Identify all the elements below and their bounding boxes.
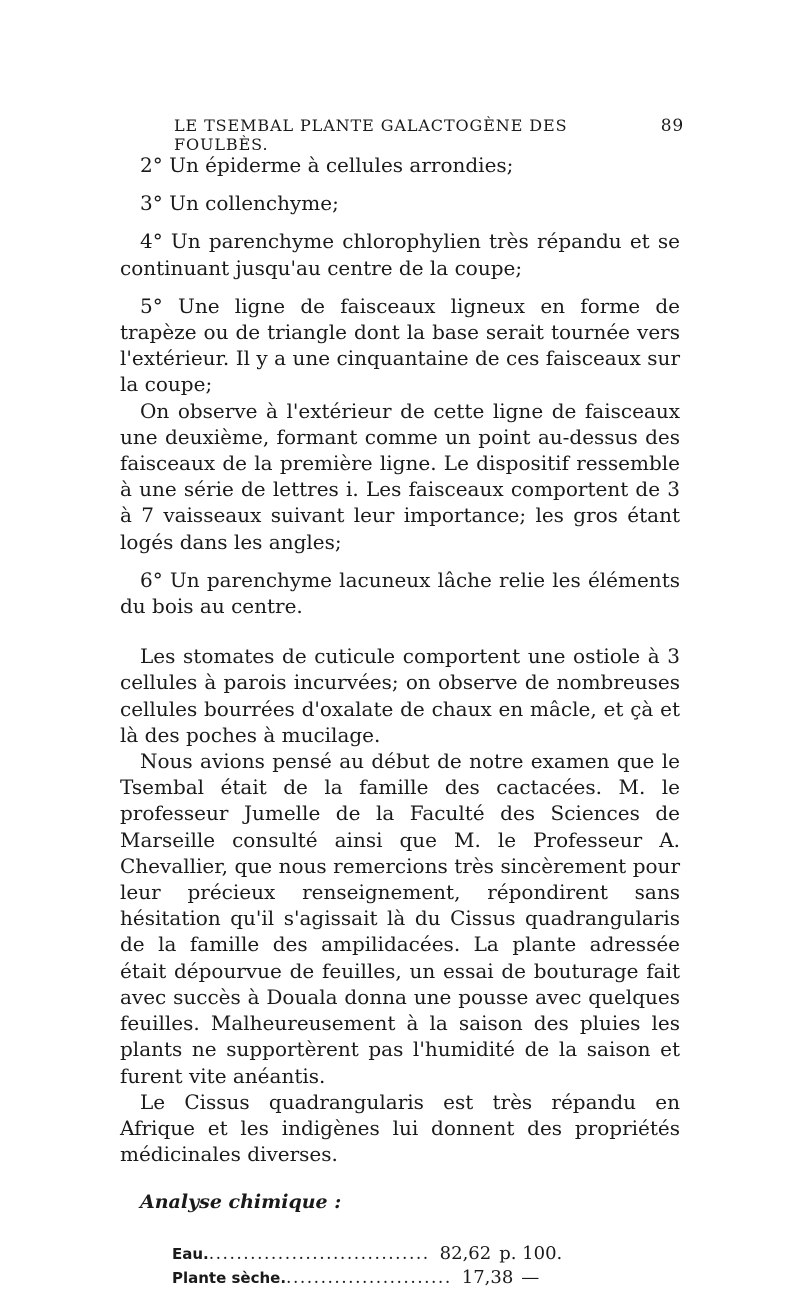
paragraph-4-parenchyme: 4° Un parenchyme chlorophylien très répandu et se continuant jusqu'au centre de la coupe; xyxy=(120,229,680,280)
analysis-value: 82,62 xyxy=(439,1242,492,1264)
analysis-label: Plante sèche. xyxy=(172,1268,287,1287)
paragraph-5-faisceaux: 5° Une ligne de faisceaux ligneux en forme de trapèze ou de triangle dont la base serait tournée vers l'extérieur. Il y a une cinquantaine de ces faisceaux sur la coupe; xyxy=(120,293,680,397)
running-title: LE TSEMBAL PLANTE GALACTOGÈNE DES FOULBÈS. xyxy=(174,116,568,154)
paragraph-3-collenchyme: 3° Un collenchyme; xyxy=(140,191,339,216)
paragraph-stomates: Les stomates de cuticule comportent une ostiole à 3 cellules à parois incurvées; on observe de nombreuses cellules bourrées d'oxalate de chaux en mâcle, et çà et là des poches à mucilage. xyxy=(120,644,680,747)
analysis-title: Analyse chimique : xyxy=(140,1191,342,1214)
page-number: 89 xyxy=(660,116,684,136)
analysis-row-eau xyxy=(120,1242,680,1266)
analysis-value: 17,38 xyxy=(461,1266,514,1288)
paragraph-cissus: Le Cissus quadrangularis est très répandu en Afrique et les indigènes lui donnent des propriétés médicinales diverses. xyxy=(120,1089,680,1167)
analysis-label: Eau. xyxy=(172,1244,209,1263)
paragraph-tsembal-identification: Nous avions pensé au début de notre examen que le Tsembal était de la famille des cactacées. M. le professeur Jumelle de la Faculté des Sciences de Marseille consulté ainsi que M. le Professeur A. Chevallier, que nous remercions très sincèrement pour leur précieux renseignement, répondirent sans hésitation qu'il s'agissait là du Cissus quadrangularis de la famille des ampilidacées. La plante adressée était dépourvue de feuilles, un essai de bouturage fait avec succès à Douala donna une pousse avec quelques feuilles. Malheureusement à la saison des pluies les plants ne supportèrent pas l'humidité de la saison et furent vite anéantis. xyxy=(120,749,680,1088)
analysis-row-plante-seche xyxy=(120,1266,680,1290)
paragraph-6-parenchyme-lacuneux: 6° Un parenchyme lacuneux lâche relie les éléments du bois au centre. xyxy=(120,567,680,619)
leader-dots: ........................ xyxy=(286,1267,452,1288)
leader-dots: ................................ xyxy=(208,1243,430,1264)
analysis-table xyxy=(120,1242,680,1290)
analysis-unit: — xyxy=(521,1266,540,1288)
paragraph-observation: On observe à l'extérieur de cette ligne de faisceaux une deuxième, formant comme un point au-dessus des faisceaux de la première ligne. Le dispositif ressemble à une série de lettres i. Les faisceaux comportent de 3 à 7 vaisseaux suivant leur importance; les gros étant logés dans les angles; xyxy=(120,398,680,554)
page-body xyxy=(120,152,680,1290)
paragraph-2-epiderme: 2° Un épiderme à cellules arrondies; xyxy=(140,153,514,177)
analysis-unit: p. 100. xyxy=(499,1242,563,1264)
running-header xyxy=(174,116,684,154)
